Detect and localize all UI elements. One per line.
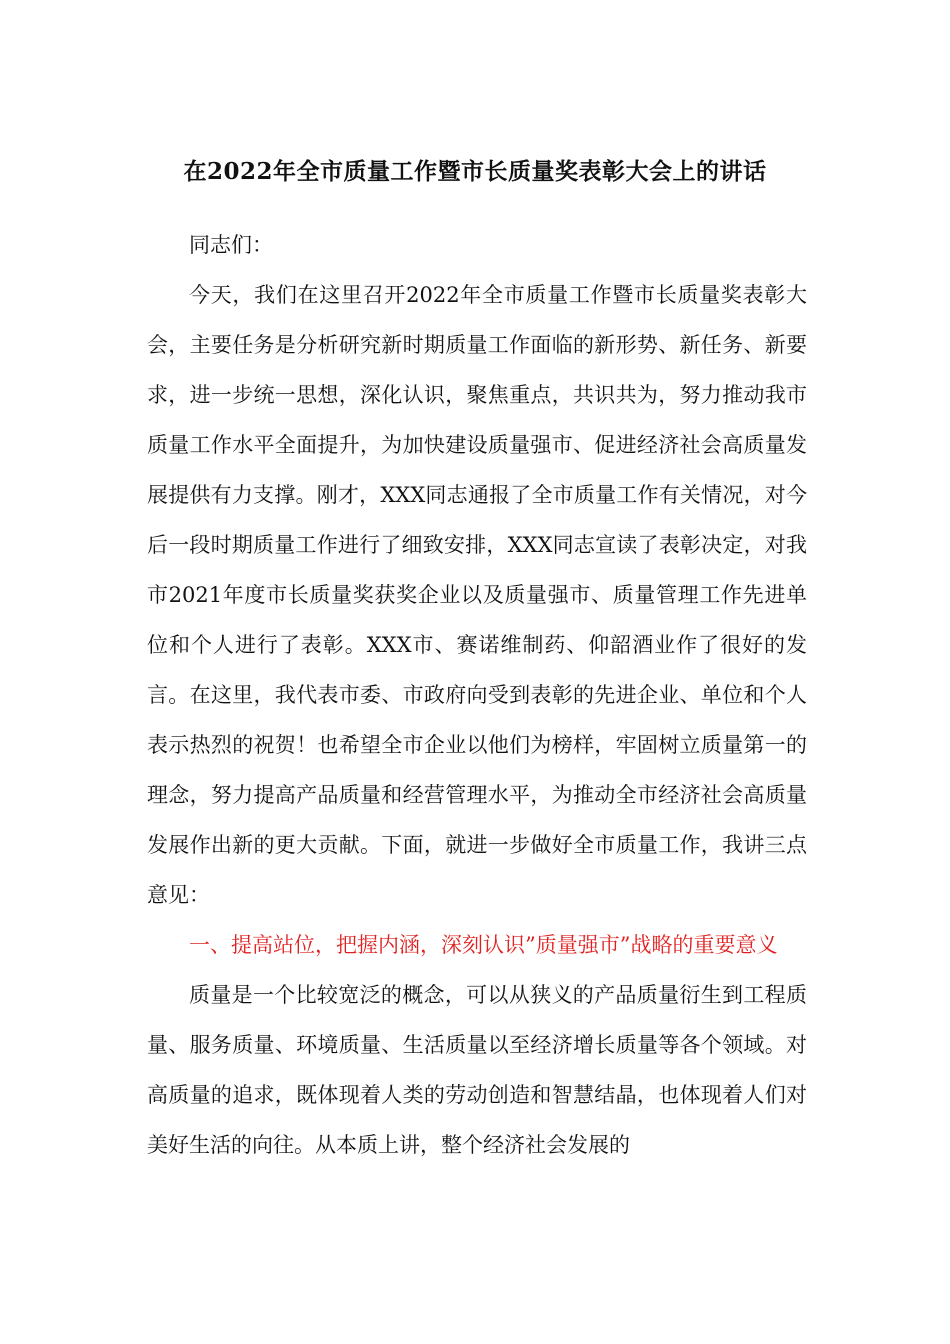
greeting: 同志们： <box>189 233 273 257</box>
section-heading-1: 一、提高站位，把握内涵，深刻认识”质量强市”战略的重要意义 <box>189 933 778 957</box>
paragraph-opening: 今天，我们在这里召开2022年全市质量工作暨市长质量奖表彰大会，主要任务是分析研究新时期质量工作面临的新形势、新任务、新要求，进一步统一思想，深化认识，聚焦重点，共识共为，努力推动我市质量工作水平全面提升，为加快建设质量强市、促进经济社会高质量发展提供有力支撑。刚才，XXX同志通报了全市质量工作有关情况，对今后一段时期质量工作进行了细致安排，XXX同志宣读了表彰决定，对我市2021年度市长质量奖获奖企业以及质量强市、质量管理工作先进单位和个人进行了表彰。XXX市、赛诺维制药、仰韶酒业作了很好的发言。在这里，我代表市委、市政府向受到表彰的先进企业、单位和个人表示热烈的祝贺！也希望全市企业以他们为榜样，牢固树立质量第一的理念，努力提高产品质量和经营管理水平，为推动全市经济社会高质量发展作出新的更大贡献。下面，就进一步做好全市质量工作，我讲三点意见： <box>147 283 807 907</box>
paragraph-quality-concept: 质量是一个比较宽泛的概念，可以从狭义的产品质量衍生到工程质量、服务质量、环境质量、生活质量以至经济增长质量等各个领域。对高质量的追求，既体现着人类的劳动创造和智慧结晶，也体现着人们对美好生活的向往。从本质上讲，整个经济社会发展的 <box>147 983 807 1157</box>
document-title: 在2022年全市质量工作暨市长质量奖表彰大会上的讲话 <box>183 158 767 185</box>
document-body <box>147 220 807 1170</box>
